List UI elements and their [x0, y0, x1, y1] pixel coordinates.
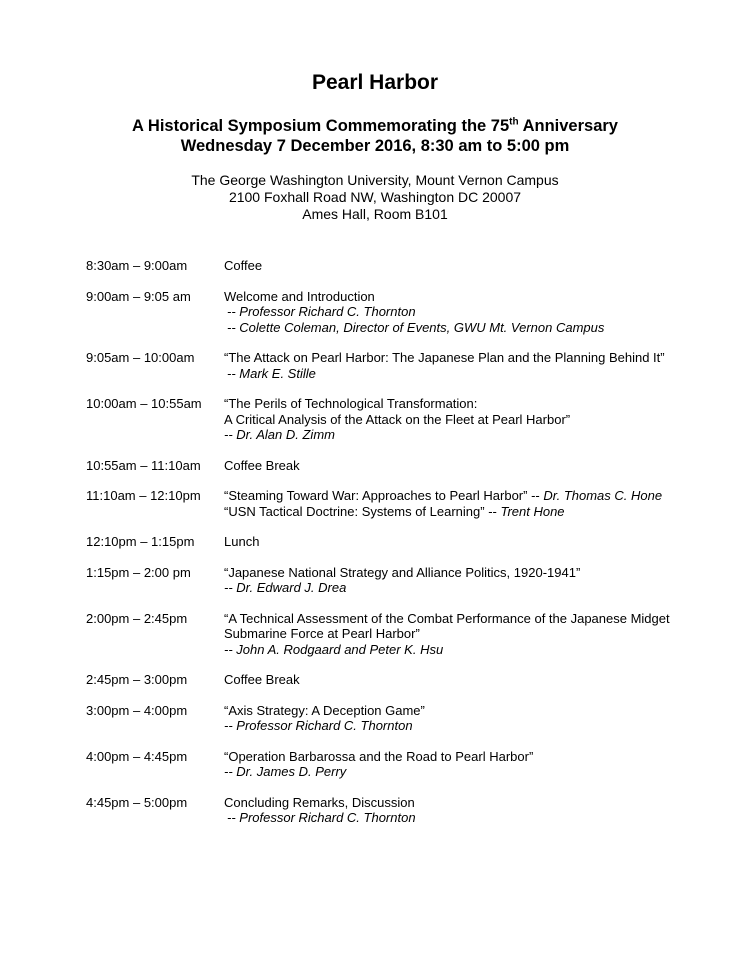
session-time: 1:15pm – 2:00 pm: [86, 564, 191, 580]
session-time: 12:10pm – 1:15pm: [86, 534, 195, 549]
session-time: 2:45pm – 3:00pm: [86, 672, 188, 687]
session-speaker: -- Professor Richard C. Thornton: [224, 718, 413, 733]
session-details: [224, 458, 706, 474]
session-details: [224, 534, 706, 550]
venue-line-2: 2100 Foxhall Road NW, Washington DC 20007: [228, 189, 522, 205]
session-title: Coffee Break: [224, 672, 300, 687]
session-title: “The Attack on Pearl Harbor: The Japanese Plan and the Planning Behind It”: [224, 350, 665, 365]
session-time: 2:00pm – 2:45pm: [86, 610, 188, 626]
schedule-row: [86, 703, 706, 734]
session-title: “Japanese National Strategy and Alliance Politics, 1920-1941”: [224, 564, 581, 580]
session-title: “Operation Barbarossa and the Road to Pearl Harbor”: [224, 748, 534, 764]
session-title: “Steaming Toward War: Approaches to Pearl Harbor”: [224, 488, 528, 503]
schedule-row: [86, 350, 706, 381]
schedule-row: [86, 488, 706, 519]
schedule-row: [86, 534, 706, 550]
schedule-row: [86, 749, 706, 780]
session-details: [224, 289, 706, 336]
session-details: [224, 703, 706, 734]
session-title: Coffee: [224, 258, 263, 273]
schedule-row: [86, 795, 706, 826]
session-speaker: -- Dr. James D. Perry: [224, 764, 347, 779]
session-time: 4:00pm – 4:45pm: [86, 748, 188, 764]
session-details: [224, 565, 706, 596]
session-details: [224, 488, 706, 519]
schedule-row: [86, 458, 706, 474]
session-speaker: -- Mark E. Stille: [227, 365, 316, 381]
schedule-row: [86, 258, 706, 274]
venue-block: [0, 172, 750, 223]
session-title: “A Technical Assessment of the Combat Performance of the Japanese Midget: [224, 610, 670, 626]
session-speaker: -- Colette Coleman, Director of Events, GWU Mt. Vernon Campus: [227, 319, 605, 335]
session-details: [224, 611, 706, 658]
session-details: [224, 795, 706, 826]
session-time: 3:00pm – 4:00pm: [86, 702, 188, 718]
session-title: Submarine Force at Pearl Harbor”: [224, 626, 420, 641]
session-speaker: -- John A. Rodgaard and Peter K. Hsu: [224, 641, 444, 657]
page-title: Pearl Harbor: [311, 71, 439, 94]
subtitle-line-1: A Historical Symposium Commemorating the 75th Anniversary: [132, 116, 618, 135]
session-title: “Axis Strategy: A Deception Game”: [224, 702, 425, 718]
session-title: Lunch: [224, 534, 260, 549]
session-speaker: -- Dr. Edward J. Drea: [224, 580, 347, 595]
subtitle-line-2: Wednesday 7 December 2016, 8:30 am to 5:00 pm: [180, 137, 570, 155]
venue-line-1: The George Washington University, Mount Vernon Campus: [191, 172, 559, 188]
venue-line-3: Ames Hall, Room B101: [302, 206, 448, 222]
session-title: Concluding Remarks, Discussion: [224, 794, 415, 810]
session-time: 10:00am – 10:55am: [86, 396, 202, 411]
session-title: Coffee Break: [224, 457, 300, 473]
session-title: A Critical Analysis of the Attack on the Fleet at Pearl Harbor”: [224, 411, 571, 427]
talk-line: “Steaming Toward War: Approaches to Pearl Harbor” -- Dr. Thomas C. Hone: [224, 488, 663, 503]
schedule-row: [86, 396, 706, 443]
session-speaker: -- Professor Richard C. Thornton: [227, 810, 416, 825]
schedule-list: [86, 258, 706, 826]
session-time: 10:55am – 11:10am: [86, 457, 201, 473]
session-title: “The Perils of Technological Transformation:: [224, 396, 478, 411]
session-speaker: -- Professor Richard C. Thornton: [227, 304, 416, 319]
schedule-row: [86, 565, 706, 596]
session-time: 11:10am – 12:10pm: [86, 488, 201, 503]
session-title: Welcome and Introduction: [224, 288, 375, 304]
session-time: 4:45pm – 5:00pm: [86, 794, 188, 810]
subtitle: [0, 116, 750, 156]
session-title: “USN Tactical Doctrine: Systems of Learning”: [224, 503, 485, 519]
schedule-row: [86, 289, 706, 336]
schedule-row: [86, 672, 706, 688]
session-speaker: Trent Hone: [500, 503, 565, 519]
session-details: [224, 672, 706, 688]
session-time: 9:00am – 9:05 am: [86, 288, 191, 304]
session-speaker: -- Dr. Alan D. Zimm: [224, 427, 335, 442]
schedule-row: [86, 611, 706, 658]
session-details: [224, 396, 706, 443]
session-details: [224, 258, 706, 274]
talk-line: “USN Tactical Doctrine: Systems of Learning” -- Trent Hone: [224, 503, 565, 519]
session-details: [224, 749, 706, 780]
session-speaker: Dr. Thomas C. Hone: [543, 488, 663, 503]
session-time: 9:05am – 10:00am: [86, 350, 195, 365]
session-details: [224, 350, 706, 381]
session-time: 8:30am – 9:00am: [86, 258, 188, 273]
